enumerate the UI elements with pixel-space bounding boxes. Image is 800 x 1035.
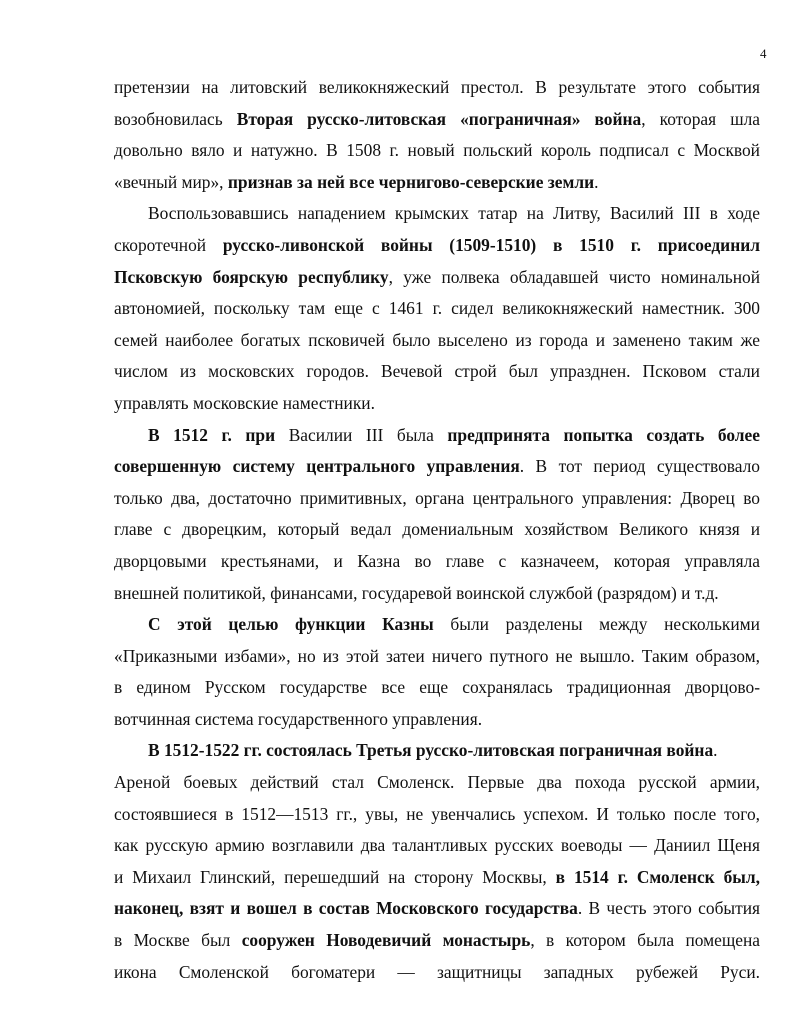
text-line	[114, 578, 760, 610]
bold-text-segment: признав за ней все чернигово-северские земли	[227, 171, 595, 192]
text-line	[114, 672, 760, 704]
text-line	[114, 451, 760, 483]
text-line	[114, 325, 760, 357]
text-line	[114, 893, 760, 925]
text-line	[114, 799, 760, 831]
text-segment: были разделены между несколькими	[433, 614, 760, 635]
bold-text-segment: В 1512 г. при	[148, 424, 276, 445]
text-segment: икона Смоленской богоматери — защитницы западных рубежей Руси.	[114, 961, 760, 982]
text-segment: главе с дворецким, который ведал домениальным хозяйством Великого князя и	[114, 519, 760, 540]
text-segment: дворцовыми крестьянами, и Казна во главе с казначеем, которая управляла	[114, 550, 760, 571]
text-segment: внешней политикой, финансами, государевой воинской службой (разрядом) и т.д.	[114, 582, 719, 603]
text-segment: в Москве был	[114, 930, 242, 951]
bold-text-segment: Псковскую боярскую республику	[114, 266, 389, 287]
text-segment: «вечный мир»,	[114, 171, 228, 192]
text-line	[114, 609, 760, 641]
text-segment: «Приказными избами», но из этой затеи ничего путного не вышло. Таким образом,	[114, 645, 760, 666]
bold-text-segment: С этой целью функции Казны	[148, 614, 434, 635]
body-text	[114, 72, 760, 988]
text-segment: и Михаил Глинский, перешедший на сторону Москвы,	[114, 866, 556, 887]
text-segment: числом из московских городов. Вечевой строй был упразднен. Псковом стали	[114, 361, 760, 382]
text-line	[114, 830, 760, 862]
text-line	[114, 735, 760, 767]
text-line	[114, 388, 760, 420]
text-segment: автономией, поскольку там еще с 1461 г. сидел великокняжеский наместник. 300	[114, 298, 760, 319]
text-line	[114, 704, 760, 736]
text-segment: только два, достаточно примитивных, органа центрального управления: Дворец во	[114, 487, 760, 508]
text-line	[114, 135, 760, 167]
text-segment: в едином Русском государстве все еще сохранялась традиционная дворцово-	[114, 677, 760, 698]
page-number: 4	[760, 46, 767, 61]
text-line	[114, 641, 760, 673]
text-segment: . В честь этого события	[577, 898, 761, 919]
text-segment: претензии на литовский великокняжеский престол. В результате этого события	[114, 77, 760, 97]
text-line	[114, 957, 760, 989]
text-segment: семей наиболее богатых псковичей было выселено из города и заменено таким же	[114, 329, 760, 350]
bold-text-segment: сооружен Новодевичий монастырь	[241, 930, 531, 951]
text-line	[114, 925, 760, 957]
text-line	[114, 104, 760, 136]
text-segment: как русскую армию возглавили два талантливых русских воеводы — Даниил Щеня	[114, 835, 760, 856]
text-segment: , которая шла	[641, 108, 760, 129]
bold-text-segment: в 1514 г. Смоленск был,	[555, 866, 760, 887]
text-line	[114, 167, 760, 199]
bold-text-segment: наконец, взят и вошел в состав Московского государства	[114, 898, 578, 919]
text-line	[114, 72, 760, 104]
text-line	[114, 293, 760, 325]
bold-text-segment: Вторая русско-литовская «пограничная» война	[236, 108, 642, 129]
text-line	[114, 483, 760, 515]
text-segment: состоявшиеся в 1512—1513 гг., увы, не увенчались успехом. И только после того,	[114, 803, 760, 824]
text-segment: Воспользовавшись нападением крымских татар на Литву, Василий III в ходе	[148, 203, 760, 224]
text-line	[114, 862, 760, 894]
text-segment: , в котором была помещена	[530, 930, 760, 951]
text-segment: возобновилась	[114, 108, 237, 129]
bold-text-segment: русско-ливонской войны (1509-1510) в 1510 г. присоединил	[222, 234, 760, 255]
text-segment: .	[713, 740, 718, 761]
text-line	[114, 262, 760, 294]
text-segment: довольно вяло и натужно. В 1508 г. новый польский король подписал с Москвой	[114, 140, 760, 161]
bold-text-segment: совершенную систему центрального управления	[114, 456, 520, 477]
text-line	[114, 230, 760, 262]
text-line	[114, 514, 760, 546]
text-segment: .	[594, 171, 599, 192]
bold-text-segment: В 1512-1522 гг. состоялась Третья русско-литовская пограничная война	[148, 740, 714, 761]
text-segment: Василии III была	[275, 424, 448, 445]
text-segment: вотчинная система государственного управления.	[114, 708, 483, 729]
text-line	[114, 420, 760, 452]
text-line	[114, 767, 760, 799]
text-segment: , уже полвека обладавшей чисто номинальной	[388, 266, 761, 287]
text-line	[114, 198, 760, 230]
bold-text-segment: предпринята попытка создать более	[447, 424, 760, 445]
text-segment: управлять московские наместники.	[114, 392, 375, 413]
text-line	[114, 356, 760, 388]
text-segment: скоротечной	[114, 234, 223, 255]
text-segment: . В тот период существовало	[519, 456, 760, 477]
text-line	[114, 546, 760, 578]
text-segment: Ареной боевых действий стал Смоленск. Первые два похода русской армии,	[114, 772, 760, 793]
